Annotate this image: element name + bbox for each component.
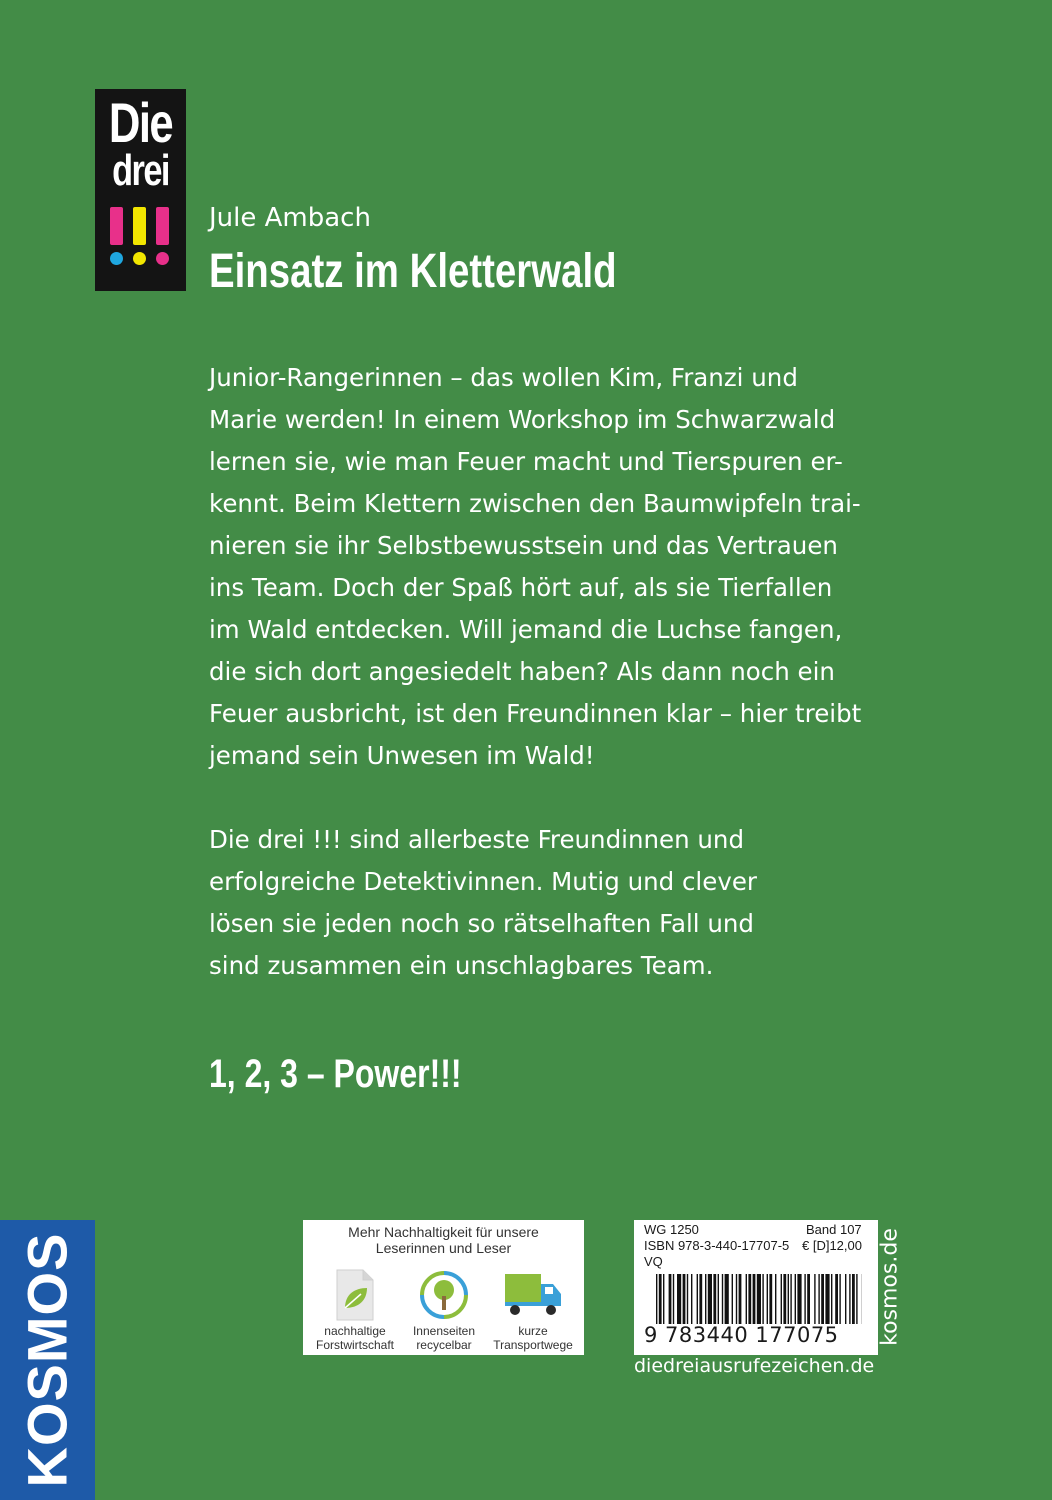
bang-bar-1: [110, 207, 123, 245]
barcode-bar: [825, 1274, 829, 1324]
barcode-bar: [687, 1274, 688, 1324]
blurb-line: lernen sie, wie man Feuer macht und Tierspuren er-: [209, 447, 843, 476]
isbn-barcode-box: [634, 1220, 878, 1355]
blurb-line: im Wald entdecken. Will jemand die Luchse fangen,: [209, 615, 843, 644]
barcode-bar: [705, 1274, 706, 1324]
eco-item-recyclable: [397, 1268, 491, 1352]
barcode-bar: [762, 1274, 763, 1324]
barcode-bar: [691, 1274, 692, 1324]
barcode-bar: [718, 1274, 719, 1324]
barcode-digits: 9 783440 177075: [644, 1323, 839, 1347]
barcode-bar: [839, 1274, 840, 1324]
barcode-bar: [790, 1274, 791, 1324]
barcode-bar: [699, 1274, 702, 1324]
bang-dot-1: [110, 252, 123, 265]
barcode-bar: [814, 1274, 815, 1324]
truck-icon: [503, 1268, 563, 1322]
blurb-line: erfolgreiche Detektivinnen. Mutig und clever: [209, 867, 757, 896]
barcode-bar: [767, 1274, 768, 1324]
barcode-bar: [856, 1274, 857, 1324]
blurb-line: kennt. Beim Klettern zwischen den Baumwipfeln trai-: [209, 489, 861, 518]
logo-line-drei: drei: [112, 146, 169, 195]
book-title: Einsatz im Kletterwald: [209, 245, 617, 298]
blurb-paragraph-2: [209, 819, 929, 987]
barcode-bar: [683, 1274, 686, 1324]
barcode-bar: [769, 1274, 772, 1324]
blurb-line: sind zusammen ein unschlagbares Team.: [209, 951, 714, 980]
blurb-line: Marie werden! In einem Workshop im Schwarzwald: [209, 405, 836, 434]
barcode-bar: [732, 1274, 733, 1324]
blurb-line: nieren sie ihr Selbstbewusstsein und das Vertrauen: [209, 531, 838, 560]
barcode-bar: [697, 1274, 698, 1324]
eco-caption-line: Forstwirtschaft: [315, 1338, 394, 1352]
eco-caption-line: nachhaltige: [324, 1324, 386, 1338]
publisher-website[interactable]: kosmos.de: [877, 1228, 903, 1346]
barcode-bar: [852, 1274, 855, 1324]
sustainability-heading-line: Mehr Nachhaltigkeit für unsere: [348, 1224, 539, 1240]
author-name: Jule Ambach: [209, 203, 371, 233]
barcode-bar: [781, 1274, 782, 1324]
barcode-bar: [669, 1274, 672, 1324]
eco-caption-line: Innenseiten: [412, 1324, 476, 1338]
barcode-bar: [831, 1274, 832, 1324]
price: € [D]12,00: [802, 1238, 862, 1253]
eco-caption: [308, 1324, 402, 1352]
bang-dot-3: [156, 252, 169, 265]
barcode-bar: [849, 1274, 850, 1324]
eco-caption-line: recycelbar: [416, 1338, 472, 1352]
barcode-bar: [748, 1274, 751, 1324]
barcode-bar: [656, 1274, 657, 1324]
sustainability-box: [303, 1220, 584, 1355]
barcode-bar: [783, 1274, 786, 1324]
blurb-line: jemand sein Unwesen im Wald!: [209, 741, 595, 770]
barcode-bar: [722, 1274, 723, 1324]
barcode-bar: [775, 1274, 776, 1324]
wg-code: WG 1250: [644, 1222, 699, 1237]
barcode-bar: [835, 1274, 838, 1324]
series-logo: [95, 89, 186, 291]
barcode-bar: [788, 1274, 789, 1324]
blurb-line: lösen sie jeden noch so rätselhaften Fall und: [209, 909, 754, 938]
eco-caption: [397, 1324, 491, 1352]
blurb-line: Feuer ausbricht, ist den Freundinnen klar – hier treibt: [209, 699, 862, 728]
series-website[interactable]: diedreiausrufezeichen.de: [634, 1355, 875, 1377]
barcode-bar: [804, 1274, 805, 1324]
barcode-bar: [757, 1274, 761, 1324]
barcode-bar: [673, 1274, 674, 1324]
barcode-bar: [663, 1274, 664, 1324]
barcode-bar: [746, 1274, 747, 1324]
bang-bar-3: [156, 207, 169, 245]
eco-item-transport: [486, 1268, 580, 1352]
barcode-bar: [713, 1274, 716, 1324]
leaf-page-icon: [333, 1268, 377, 1322]
logo-exclamation-marks: [107, 207, 177, 285]
eco-caption-line: kurze: [518, 1324, 548, 1338]
recycle-tree-icon: [417, 1268, 471, 1322]
barcode-bar: [753, 1274, 756, 1324]
isbn-text: ISBN 978-3-440-17707-5: [644, 1238, 790, 1253]
slogan: 1, 2, 3 – Power!!!: [209, 1052, 462, 1096]
barcode-bar: [736, 1274, 737, 1324]
blurb-line: Junior-Rangerinnen – das wollen Kim, Franzi und: [209, 363, 798, 392]
eco-caption-line: Transportwege: [493, 1338, 573, 1352]
barcode-bar: [818, 1274, 819, 1324]
barcode-bar: [807, 1274, 810, 1324]
barcode-bar: [845, 1274, 846, 1324]
barcode-bar: [795, 1274, 796, 1324]
logo-line-die: Die: [108, 91, 173, 154]
blurb-line: die sich dort angesiedelt haben? Als dann noch ein: [209, 657, 835, 686]
band-number: Band 107: [806, 1222, 862, 1237]
vq-code: VQ: [644, 1254, 663, 1269]
publisher-strip: [0, 1220, 95, 1500]
barcode-bar: [677, 1274, 681, 1324]
bang-dot-2: [133, 252, 146, 265]
barcode-bar: [659, 1274, 662, 1324]
barcode-bars: [656, 1274, 862, 1324]
eco-item-forestry: [308, 1268, 402, 1352]
barcode-bar: [739, 1274, 742, 1324]
barcode-bar: [725, 1274, 729, 1324]
barcode-bar: [821, 1274, 824, 1324]
blurb-line: Die drei !!! sind allerbeste Freundinnen und: [209, 825, 744, 854]
sustainability-heading-line: Leserinnen und Leser: [375, 1240, 512, 1256]
barcode-bar: [708, 1274, 712, 1324]
publisher-logo: KOSMOS: [15, 1232, 79, 1488]
sustainability-heading: [303, 1224, 584, 1256]
blurb-paragraph-1: [209, 357, 929, 777]
blurb-line: ins Team. Doch der Spaß hört auf, als sie Tierfallen: [209, 573, 833, 602]
bang-bar-2: [133, 207, 146, 245]
eco-caption: [486, 1324, 580, 1352]
barcode-bar: [797, 1274, 801, 1324]
